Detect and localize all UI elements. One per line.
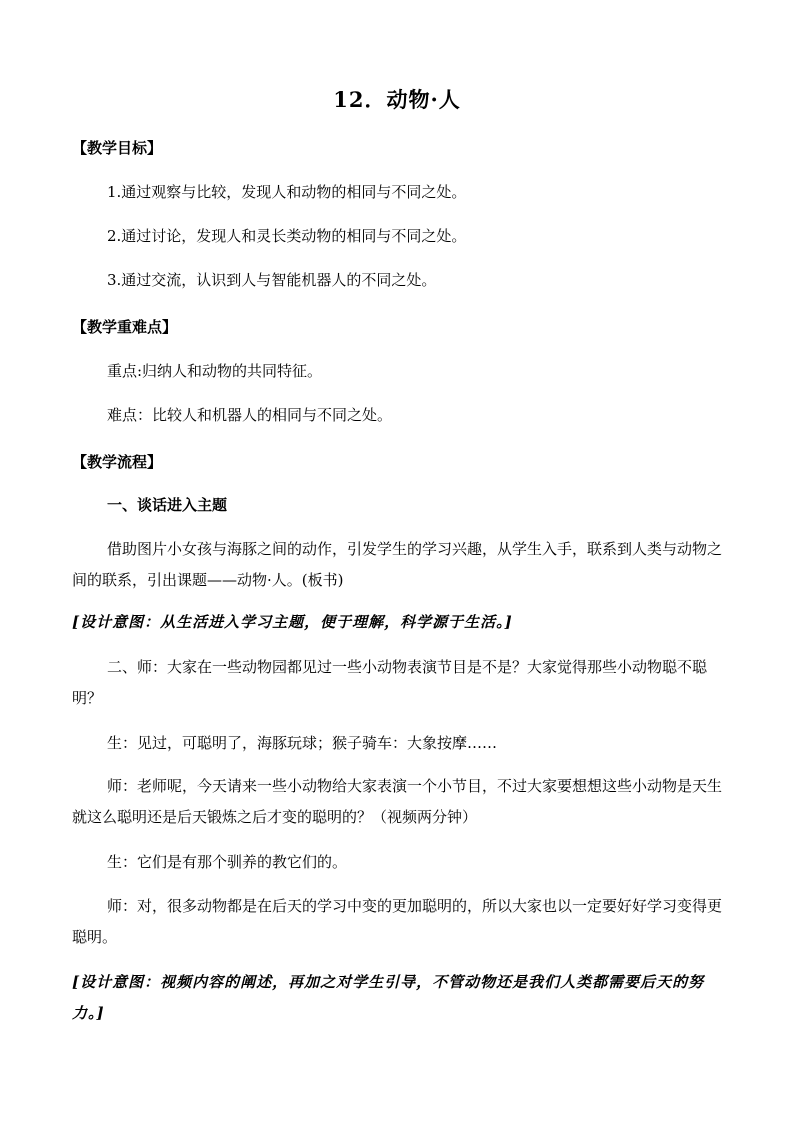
student-reply-2: 生：它们是有那个驯养的教它们的。 — [107, 853, 348, 871]
flow-heading: 【教学流程】 — [72, 453, 163, 471]
design-intent-1: [设计意图：从生活进入学习主题，便于理解，科学源于生活。] — [72, 613, 513, 631]
page-title: 12．动物·人 — [333, 87, 461, 112]
key-focus: 重点:归纳人和动物的共同特征。 — [107, 362, 323, 380]
teacher-line-2: 师：对，很多动物都是在后天的学习中变的更加聪明的，所以大家也以一定要好好学习变得更聪明。 — [72, 897, 723, 946]
goal-item-2: 2.通过讨论，发现人和灵长类动物的相同与不同之处。 — [107, 227, 467, 245]
teacher-line-1: 师：老师呢，今天请来一些小动物给大家表演一个小节目，不过大家要想想这些小动物是天生就这么聪明还是后天锻炼之后才变的聪明的？（视频两分钟） — [72, 777, 723, 826]
key-difficulty: 难点：比较人和机器人的相同与不同之处。 — [107, 406, 393, 424]
goals-heading: 【教学目标】 — [72, 139, 163, 157]
student-reply-1: 生：见过，可聪明了，海豚玩球；猴子骑车：大象按摩…… — [107, 734, 498, 752]
part1-title: 一、谈话进入主题 — [107, 496, 228, 514]
part1-text: 借助图片小女孩与海豚之间的动作，引发学生的学习兴趣，从学生入手，联系到人类与动物之间的联系，引出课题——动物·人。(板书) — [72, 540, 723, 589]
key-heading: 【教学重难点】 — [72, 318, 178, 336]
goal-item-1: 1.通过观察与比较，发现人和动物的相同与不同之处。 — [107, 183, 467, 201]
goal-item-3: 3.通过交流，认识到人与智能机器人的不同之处。 — [107, 271, 437, 289]
part2-text: 二、师：大家在一些动物园都见过一些小动物表演节目是不是？大家觉得那些小动物聪不聪明？ — [72, 658, 708, 707]
design-intent-2: [设计意图：视频内容的阐述，再加之对学生引导，不管动物还是我们人类都需要后天的努力。] — [72, 973, 705, 1022]
